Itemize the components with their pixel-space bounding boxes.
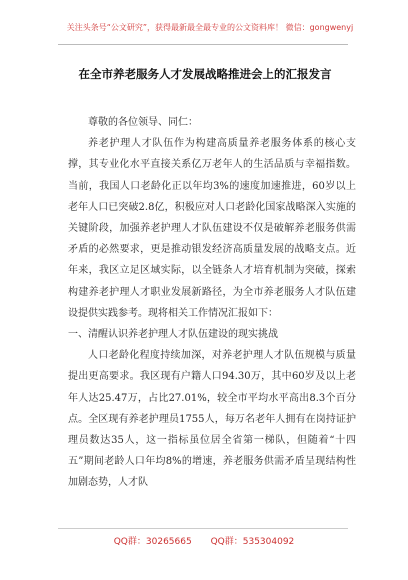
body-paragraph: 养老护理人才队伍作为构建高质量养老服务体系的核心支撑，其专业化水平直接关系亿万老年人的生活品质与幸福指数。当前，我国人口老龄化正以年均3%的速度加速推进，60岁以上老年人口已突破2.8亿，积极应对人口老龄化国家战略深入实施的关键阶段，加强养老护理人才队伍建设不仅是破解养老服务供需矛盾的必然要求，更是推动银发经济高质量发展的战略支点。近年来，我区立足区域实际，以全链条人才培育机制为突破，探索构建养老护理人才职业发展新路径，为全市养老服务人才队伍建设提供实践参考。现将相关工作情况汇报如下： — [68, 138, 356, 319]
header-divider — [58, 44, 348, 45]
header-banner: 关注头条号“公文研究”，获得最新最全最专业的公文资料库！ 微信：gongwenyj — [66, 23, 354, 32]
section-heading: 一、清醒认识养老护理人才队伍建设的现实挑战 — [68, 329, 278, 341]
document-title: 在全市养老服务人才发展战略推进会上的汇报发言 — [78, 67, 332, 81]
footer — [0, 534, 408, 547]
document-body — [68, 112, 356, 494]
footer-qq-group-1: QQ群：30265665 — [113, 537, 192, 547]
footer-qq-group-2: QQ群：535304092 — [210, 537, 295, 547]
footer-divider — [58, 528, 348, 529]
salutation: 尊敬的各位领导、同仁： — [88, 117, 198, 128]
body-paragraph: 人口老龄化程度持续加深，对养老护理人才队伍规模与质量提出更高要求。我区现有户籍人口94.30万，其中60岁及以上老年人达25.47万，占比27.01%，较全市平均水平高出8.3个百分点。全区现有养老护理员1755人，每万名老年人拥有在岗持证护理员数达35人，这一指标虽位居全省第一梯队，但随着“十四五”期间老龄人口年均8%的增速，养老服务供需矛盾呈现结构性加剧态势，人才队 — [68, 350, 356, 489]
